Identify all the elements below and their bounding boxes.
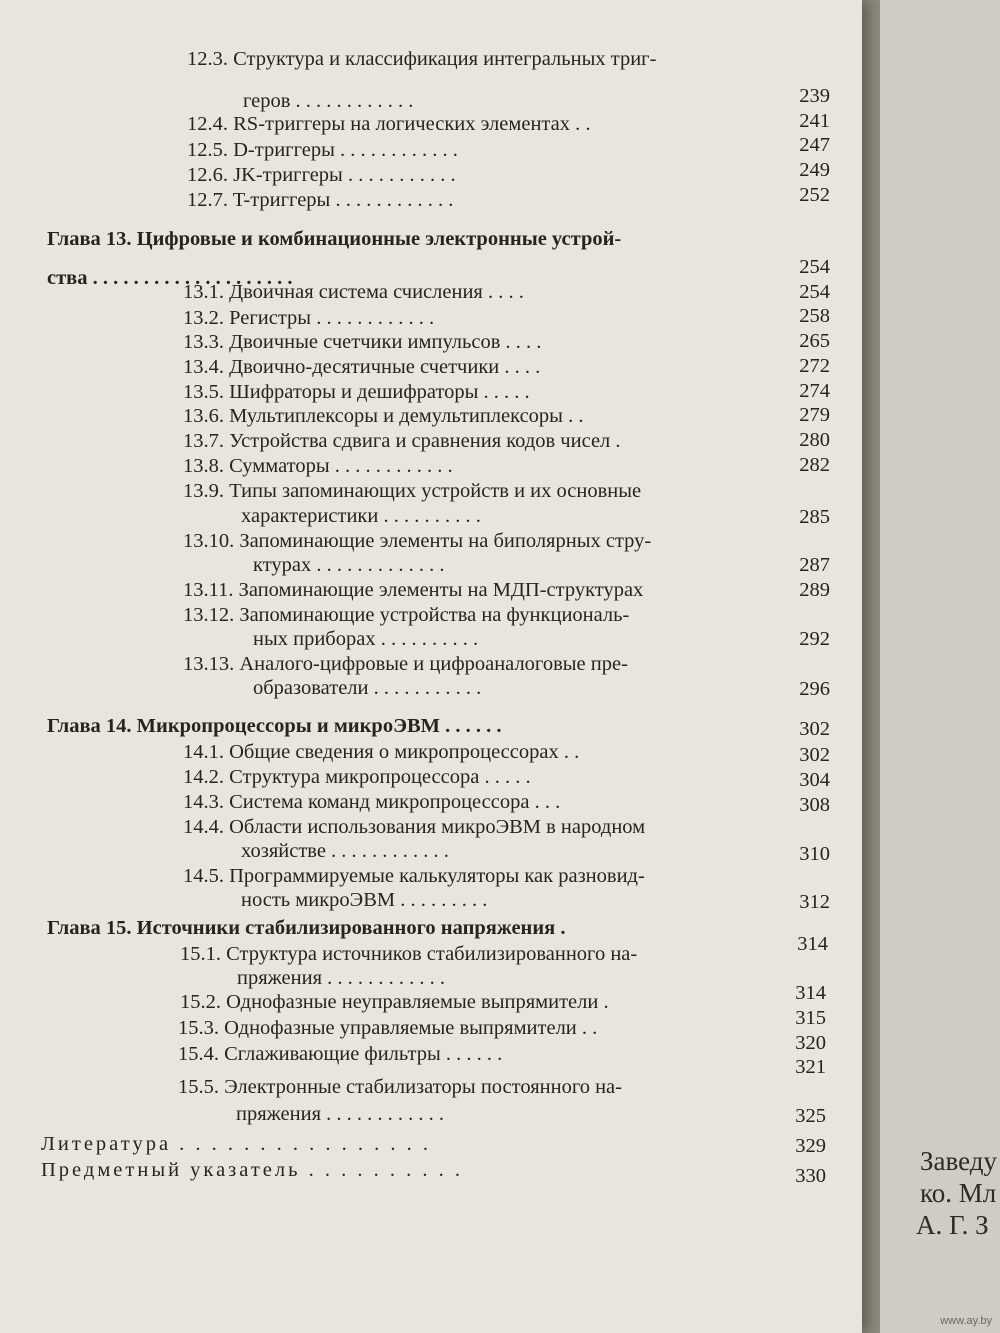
- toc-entry-line: 14.3. Система команд микропроцессора . . .: [183, 791, 561, 813]
- toc-entry-line: 14.2. Структура микропроцессора . . . . .: [183, 766, 531, 788]
- toc-entry-line: 12.7. T-триггеры . . . . . . . . . . . .: [187, 189, 454, 211]
- toc-entry-line: 14.4. Области использования микроЭВМ в народном: [183, 816, 646, 838]
- toc-entry-line: 15.2. Однофазные неуправляемые выпрямители .: [180, 991, 609, 1013]
- toc-page-number: 296: [799, 678, 830, 700]
- toc-page-number: 329: [795, 1135, 826, 1157]
- toc-entry-line: 12.5. D-триггеры . . . . . . . . . . . .: [187, 139, 458, 161]
- toc-entry-line: геров . . . . . . . . . . . .: [243, 90, 414, 112]
- toc-entry-line: ктурах . . . . . . . . . . . . .: [253, 554, 445, 576]
- toc-chapter-line: ства . . . . . . . . . . . . . . . . . . . .: [47, 267, 293, 289]
- toc-page-number: 254: [799, 281, 830, 303]
- toc-page-number: 310: [799, 843, 830, 865]
- toc-page-number: 279: [799, 404, 830, 426]
- toc-entry-line: 14.5. Программируемые калькуляторы как разновид-: [183, 865, 645, 887]
- toc-entry-line: характеристики . . . . . . . . . .: [241, 505, 481, 527]
- toc-entry-line: 13.1. Двоичная система счисления . . . .: [183, 281, 524, 303]
- toc-page-number: 287: [799, 554, 830, 576]
- toc-entry-line: Предметный указатель . . . . . . . . . .: [41, 1159, 463, 1181]
- toc-page-number: 315: [795, 1007, 826, 1029]
- toc-entry-line: 13.10. Запоминающие элементы на биполярных стру-: [183, 530, 652, 552]
- toc-page-number: 330: [795, 1165, 826, 1187]
- facing-page-text: Заведу: [920, 1146, 997, 1176]
- toc-page-number: 280: [799, 429, 830, 451]
- toc-page-number: 289: [799, 579, 830, 601]
- toc-page-number: 314: [795, 982, 826, 1004]
- toc-entry-line: 13.3. Двоичные счетчики импульсов . . . .: [183, 331, 542, 353]
- toc-chapter-line: Глава 14. Микропроцессоры и микроЭВМ . . . . . .: [47, 715, 502, 737]
- toc-entry-line: 12.4. RS-триггеры на логических элементах . .: [187, 113, 591, 135]
- toc-page-number: 285: [799, 506, 830, 528]
- toc-entry-line: 13.6. Мультиплексоры и демультиплексоры . .: [183, 405, 584, 427]
- toc-page-number: 252: [799, 184, 830, 206]
- toc-entry-line: ных приборах . . . . . . . . . .: [253, 628, 479, 650]
- toc-entry-line: образователи . . . . . . . . . . .: [253, 677, 482, 699]
- toc-entry-line: 13.4. Двоично-десятичные счетчики . . . .: [183, 356, 541, 378]
- toc-entry-line: хозяйстве . . . . . . . . . . . .: [241, 840, 449, 862]
- toc-entry-line: 12.6. JK-триггеры . . . . . . . . . . .: [187, 164, 456, 186]
- toc-page-number: 292: [799, 628, 830, 650]
- toc-chapter-line: Глава 15. Источники стабилизированного напряжения .: [47, 917, 566, 939]
- toc-entry-line: 15.4. Сглаживающие фильтры . . . . . .: [178, 1043, 503, 1065]
- toc-page-number: 247: [799, 134, 830, 156]
- facing-page: [880, 0, 1000, 1333]
- toc-page-number: 274: [799, 380, 830, 402]
- toc-entry-line: 13.11. Запоминающие элементы на МДП-структурах: [183, 579, 644, 601]
- toc-page-number: 308: [799, 794, 830, 816]
- facing-page-text: А. Г. З: [916, 1210, 989, 1240]
- facing-page-text: ко. Мл: [920, 1178, 997, 1208]
- toc-entry-line: Литература . . . . . . . . . . . . . . . .: [41, 1133, 432, 1155]
- toc-entry-line: 14.1. Общие сведения о микропроцессорах . .: [183, 741, 580, 763]
- toc-entry-line: 13.13. Аналого-цифровые и цифроаналоговые пре-: [183, 653, 628, 675]
- toc-page-number: 325: [795, 1105, 826, 1127]
- toc-entry-line: пряжения . . . . . . . . . . . .: [236, 1103, 445, 1125]
- toc-entry-line: 13.7. Устройства сдвига и сравнения кодов чисел .: [183, 430, 621, 452]
- watermark: www.ay.by: [940, 1315, 992, 1327]
- toc-entry-line: 15.3. Однофазные управляемые выпрямители . .: [178, 1017, 598, 1039]
- toc-entry-line: 13.2. Регистры . . . . . . . . . . . .: [183, 307, 435, 329]
- toc-entry-line: пряжения . . . . . . . . . . . .: [237, 967, 446, 989]
- toc-page-number: 320: [795, 1032, 826, 1054]
- toc-page-number: 302: [799, 718, 830, 740]
- toc-page-number: 304: [799, 769, 830, 791]
- toc-page-number: 265: [799, 330, 830, 352]
- toc-entry-line: 12.3. Структура и классификация интегральных триг-: [187, 48, 657, 70]
- toc-page-number: 321: [795, 1056, 826, 1078]
- toc-page-number: 249: [799, 159, 830, 181]
- toc-entry-line: ность микроЭВМ . . . . . . . . .: [241, 889, 488, 911]
- toc-entry-line: 13.5. Шифраторы и дешифраторы . . . . .: [183, 381, 530, 403]
- toc-page-number: 254: [799, 256, 830, 278]
- toc-page-number: 312: [799, 891, 830, 913]
- toc-chapter-line: Глава 13. Цифровые и комбинационные электронные устрой-: [47, 228, 622, 250]
- toc-page-number: 282: [799, 454, 830, 476]
- toc-page-number: 241: [799, 110, 830, 132]
- toc-entry-line: 13.9. Типы запоминающих устройств и их основные: [183, 480, 642, 502]
- toc-entry-line: 15.5. Электронные стабилизаторы постоянного на-: [178, 1076, 622, 1098]
- toc-page-number: 258: [799, 305, 830, 327]
- toc-page-number: 302: [799, 744, 830, 766]
- toc-page-number: 272: [799, 355, 830, 377]
- toc-page-number: 239: [799, 85, 830, 107]
- toc-page-number: 314: [797, 933, 828, 955]
- toc-entry-line: 15.1. Структура источников стабилизированного на-: [180, 943, 638, 965]
- toc-entry-line: 13.8. Сумматоры . . . . . . . . . . . .: [183, 455, 453, 477]
- toc-entry-line: 13.12. Запоминающие устройства на функциональ-: [183, 604, 630, 626]
